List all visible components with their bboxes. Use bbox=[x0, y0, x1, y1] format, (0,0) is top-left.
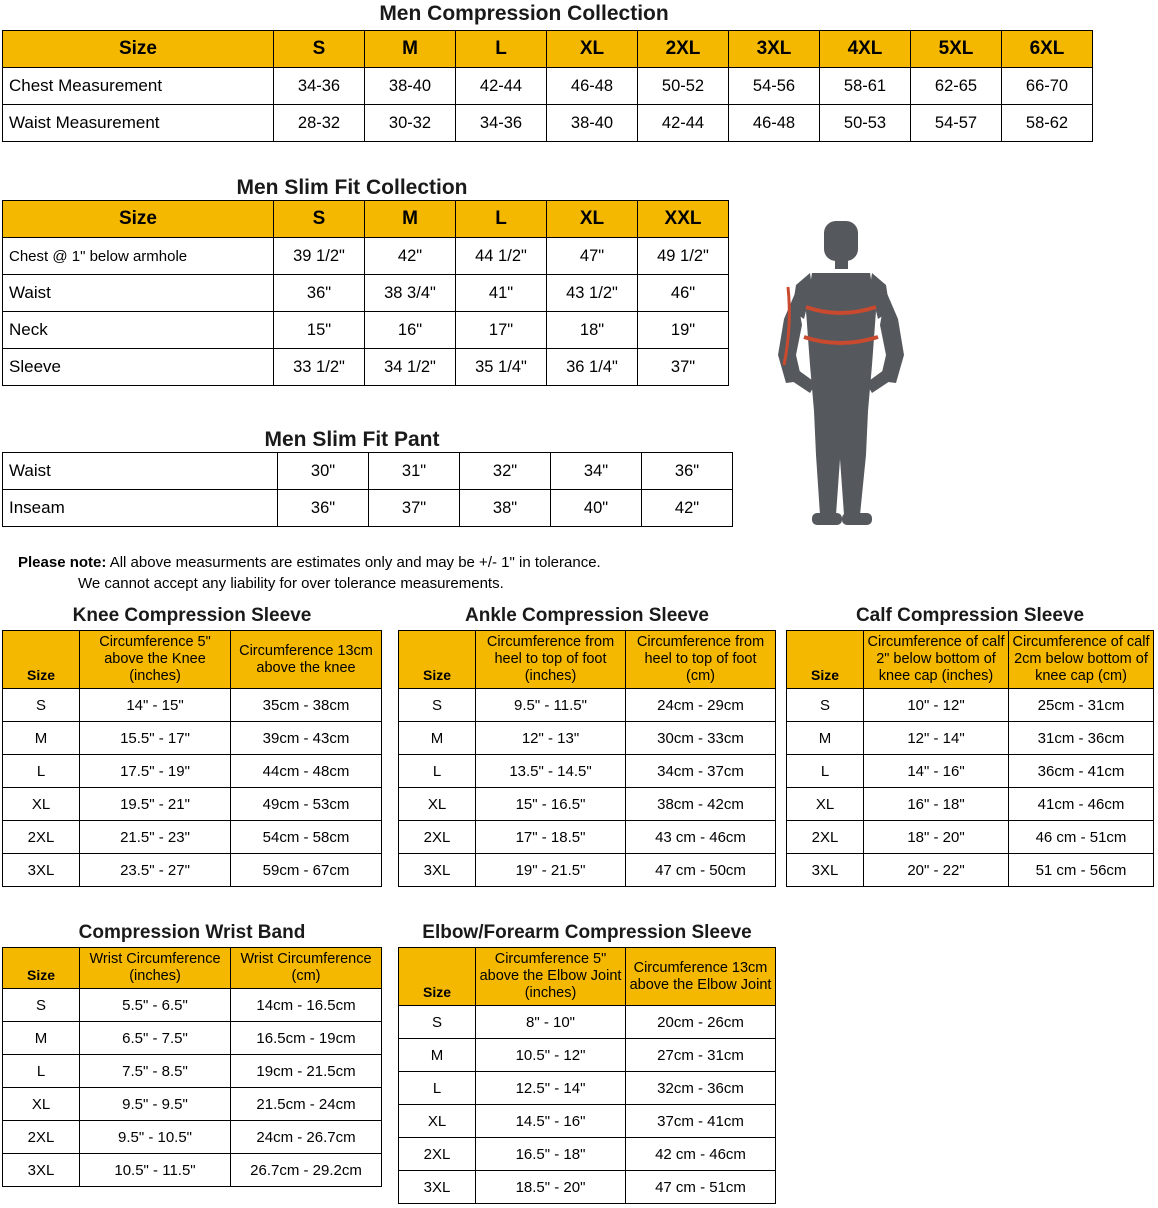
table-row bbox=[787, 755, 1154, 788]
cell: 54cm - 58cm bbox=[231, 821, 382, 854]
calf-header-cm: Circumference of calf 2cm below bottom of knee cap (cm) bbox=[1009, 631, 1154, 689]
cell: 17.5" - 19" bbox=[80, 755, 231, 788]
table-row bbox=[399, 821, 776, 854]
table-header-row bbox=[3, 948, 382, 989]
cell: 31" bbox=[369, 453, 460, 490]
slimfit-header-xxl: XXL bbox=[638, 201, 729, 238]
cell: 20" - 22" bbox=[864, 854, 1009, 887]
size-cell: 2XL bbox=[3, 1121, 80, 1154]
size-cell: 3XL bbox=[787, 854, 864, 887]
size-cell: M bbox=[399, 1039, 476, 1072]
cell: 30cm - 33cm bbox=[626, 722, 776, 755]
cell: 66-70 bbox=[1002, 68, 1093, 105]
cell: 34-36 bbox=[274, 68, 365, 105]
elbow-header-size: Size bbox=[399, 948, 476, 1006]
male-body-silhouette-icon bbox=[740, 215, 960, 545]
cell: 15" bbox=[274, 312, 365, 349]
elbow-table bbox=[398, 947, 776, 1204]
cell: 59cm - 67cm bbox=[231, 854, 382, 887]
compression-header-l: L bbox=[456, 31, 547, 68]
size-cell: 3XL bbox=[399, 854, 476, 887]
cell: 21.5cm - 24cm bbox=[231, 1088, 382, 1121]
cell: 47 cm - 51cm bbox=[626, 1171, 776, 1204]
cell: 58-62 bbox=[1002, 105, 1093, 142]
cell: 27cm - 31cm bbox=[626, 1039, 776, 1072]
slimfit-header-s: S bbox=[274, 201, 365, 238]
cell: 9.5" - 11.5" bbox=[476, 689, 626, 722]
compression-header-2xl: 2XL bbox=[638, 31, 729, 68]
table-row bbox=[399, 755, 776, 788]
cell: 41cm - 46cm bbox=[1009, 788, 1154, 821]
cell: 16.5cm - 19cm bbox=[231, 1022, 382, 1055]
size-cell: S bbox=[399, 1006, 476, 1039]
table-row bbox=[399, 1171, 776, 1204]
cell: 37cm - 41cm bbox=[626, 1105, 776, 1138]
table-row bbox=[3, 821, 382, 854]
compression-title: Men Compression Collection bbox=[379, 2, 669, 25]
cell: 36 1/4" bbox=[547, 349, 638, 386]
cell: 46" bbox=[638, 275, 729, 312]
cell: 43 cm - 46cm bbox=[626, 821, 776, 854]
knee-header-size: Size bbox=[3, 631, 80, 689]
table-row bbox=[787, 689, 1154, 722]
table-row bbox=[3, 689, 382, 722]
cell: 14" - 16" bbox=[864, 755, 1009, 788]
size-cell: L bbox=[3, 755, 80, 788]
note-line-1: All above measurments are estimates only and may be +/- 1" in tolerance. bbox=[106, 554, 601, 571]
cell: 51 cm - 56cm bbox=[1009, 854, 1154, 887]
cell: 19cm - 21.5cm bbox=[231, 1055, 382, 1088]
elbow-title: Elbow/Forearm Compression Sleeve bbox=[422, 922, 752, 943]
table-header-row bbox=[399, 948, 776, 1006]
table-row bbox=[3, 349, 729, 386]
cell: 17" - 18.5" bbox=[476, 821, 626, 854]
compression-header-5xl: 5XL bbox=[911, 31, 1002, 68]
size-cell: S bbox=[787, 689, 864, 722]
cell: 42-44 bbox=[638, 105, 729, 142]
row-label-sleeve: Sleeve bbox=[3, 349, 274, 386]
cell: 12" - 14" bbox=[864, 722, 1009, 755]
cell: 36" bbox=[274, 275, 365, 312]
size-cell: XL bbox=[3, 1088, 80, 1121]
cell: 42-44 bbox=[456, 68, 547, 105]
row-label-chest: Chest Measurement bbox=[3, 68, 274, 105]
knee-table bbox=[2, 630, 382, 887]
section-ankle-compression-sleeve bbox=[398, 605, 776, 887]
size-cell: 2XL bbox=[787, 821, 864, 854]
knee-title: Knee Compression Sleeve bbox=[72, 605, 312, 626]
section-men-slim-fit-collection bbox=[2, 176, 709, 386]
size-cell: S bbox=[399, 689, 476, 722]
cell: 42" bbox=[365, 238, 456, 275]
table-row bbox=[3, 854, 382, 887]
knee-header-inches: Circumference 5" above the Knee (inches) bbox=[80, 631, 231, 689]
cell: 58-61 bbox=[820, 68, 911, 105]
cell: 28-32 bbox=[274, 105, 365, 142]
cell: 16.5" - 18" bbox=[476, 1138, 626, 1171]
table-row bbox=[3, 312, 729, 349]
row-label-waist: Waist Measurement bbox=[3, 105, 274, 142]
cell: 5.5" - 6.5" bbox=[80, 989, 231, 1022]
table-row bbox=[3, 490, 733, 527]
cell: 26.7cm - 29.2cm bbox=[231, 1154, 382, 1187]
cell: 31cm - 36cm bbox=[1009, 722, 1154, 755]
cell: 42" bbox=[642, 490, 733, 527]
size-cell: 3XL bbox=[3, 1154, 80, 1187]
pant-table bbox=[2, 452, 733, 527]
slimfit-header-l: L bbox=[456, 201, 547, 238]
table-row bbox=[3, 1055, 382, 1088]
cell: 54-56 bbox=[729, 68, 820, 105]
row-label-neck: Neck bbox=[3, 312, 274, 349]
cell: 30" bbox=[278, 453, 369, 490]
cell: 50-52 bbox=[638, 68, 729, 105]
table-row bbox=[3, 1088, 382, 1121]
size-cell: S bbox=[3, 689, 80, 722]
table-row bbox=[3, 68, 1093, 105]
cell: 17" bbox=[456, 312, 547, 349]
cell: 18" - 20" bbox=[864, 821, 1009, 854]
size-cell: 3XL bbox=[399, 1171, 476, 1204]
cell: 37" bbox=[369, 490, 460, 527]
compression-header-3xl: 3XL bbox=[729, 31, 820, 68]
calf-header-inches: Circumference of calf 2" below bottom of knee cap (inches) bbox=[864, 631, 1009, 689]
ankle-table bbox=[398, 630, 776, 887]
cell: 10" - 12" bbox=[864, 689, 1009, 722]
ankle-title: Ankle Compression Sleeve bbox=[465, 605, 709, 626]
table-header-row bbox=[3, 201, 729, 238]
cell: 34cm - 37cm bbox=[626, 755, 776, 788]
row-label-chest-armhole: Chest @ 1" below armhole bbox=[3, 238, 274, 275]
cell: 18" bbox=[547, 312, 638, 349]
cell: 15.5" - 17" bbox=[80, 722, 231, 755]
table-row bbox=[3, 105, 1093, 142]
table-row bbox=[3, 1154, 382, 1187]
table-row bbox=[3, 755, 382, 788]
wrist-title: Compression Wrist Band bbox=[78, 922, 306, 943]
table-row bbox=[3, 788, 382, 821]
body-measurement-figure bbox=[740, 215, 960, 545]
table-row bbox=[3, 238, 729, 275]
size-cell: M bbox=[3, 1022, 80, 1055]
cell: 14.5" - 16" bbox=[476, 1105, 626, 1138]
size-cell: XL bbox=[399, 788, 476, 821]
slimfit-header-xl: XL bbox=[547, 201, 638, 238]
cell: 41" bbox=[456, 275, 547, 312]
cell: 16" - 18" bbox=[864, 788, 1009, 821]
cell: 6.5" - 7.5" bbox=[80, 1022, 231, 1055]
compression-header-6xl: 6XL bbox=[1002, 31, 1093, 68]
section-men-compression-collection bbox=[2, 2, 1069, 142]
compression-header-m: M bbox=[365, 31, 456, 68]
cell: 39cm - 43cm bbox=[231, 722, 382, 755]
table-row bbox=[787, 821, 1154, 854]
row-label-inseam: Inseam bbox=[3, 490, 278, 527]
table-row bbox=[399, 1072, 776, 1105]
cell: 34" bbox=[551, 453, 642, 490]
table-header-row bbox=[3, 31, 1093, 68]
row-label-waist: Waist bbox=[3, 275, 274, 312]
cell: 36cm - 41cm bbox=[1009, 755, 1154, 788]
size-cell: XL bbox=[399, 1105, 476, 1138]
cell: 9.5" - 9.5" bbox=[80, 1088, 231, 1121]
compression-table bbox=[2, 30, 1093, 142]
table-row bbox=[399, 722, 776, 755]
table-row bbox=[399, 1105, 776, 1138]
cell: 46-48 bbox=[547, 68, 638, 105]
cell: 49cm - 53cm bbox=[231, 788, 382, 821]
cell: 46 cm - 51cm bbox=[1009, 821, 1154, 854]
size-cell: 2XL bbox=[399, 821, 476, 854]
slimfit-title: Men Slim Fit Collection bbox=[236, 176, 468, 199]
cell: 8" - 10" bbox=[476, 1006, 626, 1039]
table-header-row bbox=[3, 631, 382, 689]
size-cell: M bbox=[787, 722, 864, 755]
table-row bbox=[787, 788, 1154, 821]
cell: 38 3/4" bbox=[365, 275, 456, 312]
cell: 35 1/4" bbox=[456, 349, 547, 386]
cell: 32" bbox=[460, 453, 551, 490]
section-calf-compression-sleeve bbox=[786, 605, 1154, 887]
cell: 18.5" - 20" bbox=[476, 1171, 626, 1204]
cell: 7.5" - 8.5" bbox=[80, 1055, 231, 1088]
table-row bbox=[399, 854, 776, 887]
size-cell: XL bbox=[787, 788, 864, 821]
cell: 21.5" - 23" bbox=[80, 821, 231, 854]
cell: 24cm - 26.7cm bbox=[231, 1121, 382, 1154]
compression-header-s: S bbox=[274, 31, 365, 68]
size-cell: L bbox=[3, 1055, 80, 1088]
size-cell: 3XL bbox=[3, 854, 80, 887]
cell: 20cm - 26cm bbox=[626, 1006, 776, 1039]
row-label-waist: Waist bbox=[3, 453, 278, 490]
ankle-header-inches: Circumference from heel to top of foot (inches) bbox=[476, 631, 626, 689]
cell: 44 1/2" bbox=[456, 238, 547, 275]
cell: 47 cm - 50cm bbox=[626, 854, 776, 887]
table-row bbox=[399, 788, 776, 821]
cell: 24cm - 29cm bbox=[626, 689, 776, 722]
slimfit-table bbox=[2, 200, 729, 386]
wrist-header-inches: Wrist Circumference (inches) bbox=[80, 948, 231, 989]
table-row bbox=[3, 722, 382, 755]
wrist-header-cm: Wrist Circumference (cm) bbox=[231, 948, 382, 989]
table-row bbox=[399, 689, 776, 722]
ankle-header-size: Size bbox=[399, 631, 476, 689]
cell: 16" bbox=[365, 312, 456, 349]
size-cell: S bbox=[3, 989, 80, 1022]
compression-header-4xl: 4XL bbox=[820, 31, 911, 68]
cell: 12" - 13" bbox=[476, 722, 626, 755]
cell: 47" bbox=[547, 238, 638, 275]
cell: 40" bbox=[551, 490, 642, 527]
cell: 38cm - 42cm bbox=[626, 788, 776, 821]
cell: 44cm - 48cm bbox=[231, 755, 382, 788]
cell: 19.5" - 21" bbox=[80, 788, 231, 821]
section-elbow-forearm-compression-sleeve bbox=[398, 922, 776, 1204]
ankle-header-cm: Circumference from heel to top of foot (cm) bbox=[626, 631, 776, 689]
calf-header-size: Size bbox=[787, 631, 864, 689]
cell: 37" bbox=[638, 349, 729, 386]
note-bold-label: Please note: bbox=[18, 554, 107, 571]
cell: 15" - 16.5" bbox=[476, 788, 626, 821]
size-cell: L bbox=[399, 1072, 476, 1105]
table-row bbox=[399, 1006, 776, 1039]
cell: 32cm - 36cm bbox=[626, 1072, 776, 1105]
cell: 10.5" - 12" bbox=[476, 1039, 626, 1072]
cell: 23.5" - 27" bbox=[80, 854, 231, 887]
cell: 34-36 bbox=[456, 105, 547, 142]
size-cell: M bbox=[399, 722, 476, 755]
cell: 43 1/2" bbox=[547, 275, 638, 312]
table-row bbox=[3, 275, 729, 312]
table-row bbox=[399, 1039, 776, 1072]
compression-header-xl: XL bbox=[547, 31, 638, 68]
cell: 36" bbox=[642, 453, 733, 490]
elbow-header-inches: Circumference 5" above the Elbow Joint (inches) bbox=[476, 948, 626, 1006]
cell: 9.5" - 10.5" bbox=[80, 1121, 231, 1154]
size-cell: L bbox=[787, 755, 864, 788]
note-line-2: We cannot accept any liability for over tolerance measurements. bbox=[78, 575, 504, 592]
calf-table bbox=[786, 630, 1154, 887]
cell: 25cm - 31cm bbox=[1009, 689, 1154, 722]
cell: 12.5" - 14" bbox=[476, 1072, 626, 1105]
cell: 42 cm - 46cm bbox=[626, 1138, 776, 1171]
cell: 30-32 bbox=[365, 105, 456, 142]
table-row bbox=[3, 453, 733, 490]
section-compression-wrist-band bbox=[2, 922, 382, 1187]
section-men-slim-fit-pant bbox=[2, 428, 702, 527]
table-row bbox=[787, 854, 1154, 887]
cell: 14cm - 16.5cm bbox=[231, 989, 382, 1022]
slimfit-header-m: M bbox=[365, 201, 456, 238]
cell: 62-65 bbox=[911, 68, 1002, 105]
cell: 34 1/2" bbox=[365, 349, 456, 386]
pant-title: Men Slim Fit Pant bbox=[264, 428, 440, 451]
table-row bbox=[3, 1121, 382, 1154]
table-row bbox=[3, 1022, 382, 1055]
table-header-row bbox=[399, 631, 776, 689]
cell: 38-40 bbox=[547, 105, 638, 142]
size-cell: 2XL bbox=[399, 1138, 476, 1171]
cell: 49 1/2" bbox=[638, 238, 729, 275]
table-header-row bbox=[787, 631, 1154, 689]
size-cell: M bbox=[3, 722, 80, 755]
table-row bbox=[399, 1138, 776, 1171]
cell: 35cm - 38cm bbox=[231, 689, 382, 722]
disclaimer-note bbox=[18, 552, 738, 594]
cell: 14" - 15" bbox=[80, 689, 231, 722]
cell: 33 1/2" bbox=[274, 349, 365, 386]
cell: 13.5" - 14.5" bbox=[476, 755, 626, 788]
elbow-header-cm: Circumference 13cm above the Elbow Joint bbox=[626, 948, 776, 1006]
size-cell: L bbox=[399, 755, 476, 788]
cell: 46-48 bbox=[729, 105, 820, 142]
knee-header-cm: Circumference 13cm above the knee bbox=[231, 631, 382, 689]
cell: 36" bbox=[278, 490, 369, 527]
cell: 19" - 21.5" bbox=[476, 854, 626, 887]
section-knee-compression-sleeve bbox=[2, 605, 382, 887]
cell: 38-40 bbox=[365, 68, 456, 105]
slimfit-header-size: Size bbox=[3, 201, 274, 238]
cell: 19" bbox=[638, 312, 729, 349]
wrist-table bbox=[2, 947, 382, 1187]
cell: 38" bbox=[460, 490, 551, 527]
size-cell: XL bbox=[3, 788, 80, 821]
calf-title: Calf Compression Sleeve bbox=[855, 605, 1085, 626]
table-row bbox=[3, 989, 382, 1022]
compression-header-size: Size bbox=[3, 31, 274, 68]
table-row bbox=[787, 722, 1154, 755]
cell: 39 1/2" bbox=[274, 238, 365, 275]
size-cell: 2XL bbox=[3, 821, 80, 854]
cell: 54-57 bbox=[911, 105, 1002, 142]
wrist-header-size: Size bbox=[3, 948, 80, 989]
cell: 10.5" - 11.5" bbox=[80, 1154, 231, 1187]
cell: 50-53 bbox=[820, 105, 911, 142]
